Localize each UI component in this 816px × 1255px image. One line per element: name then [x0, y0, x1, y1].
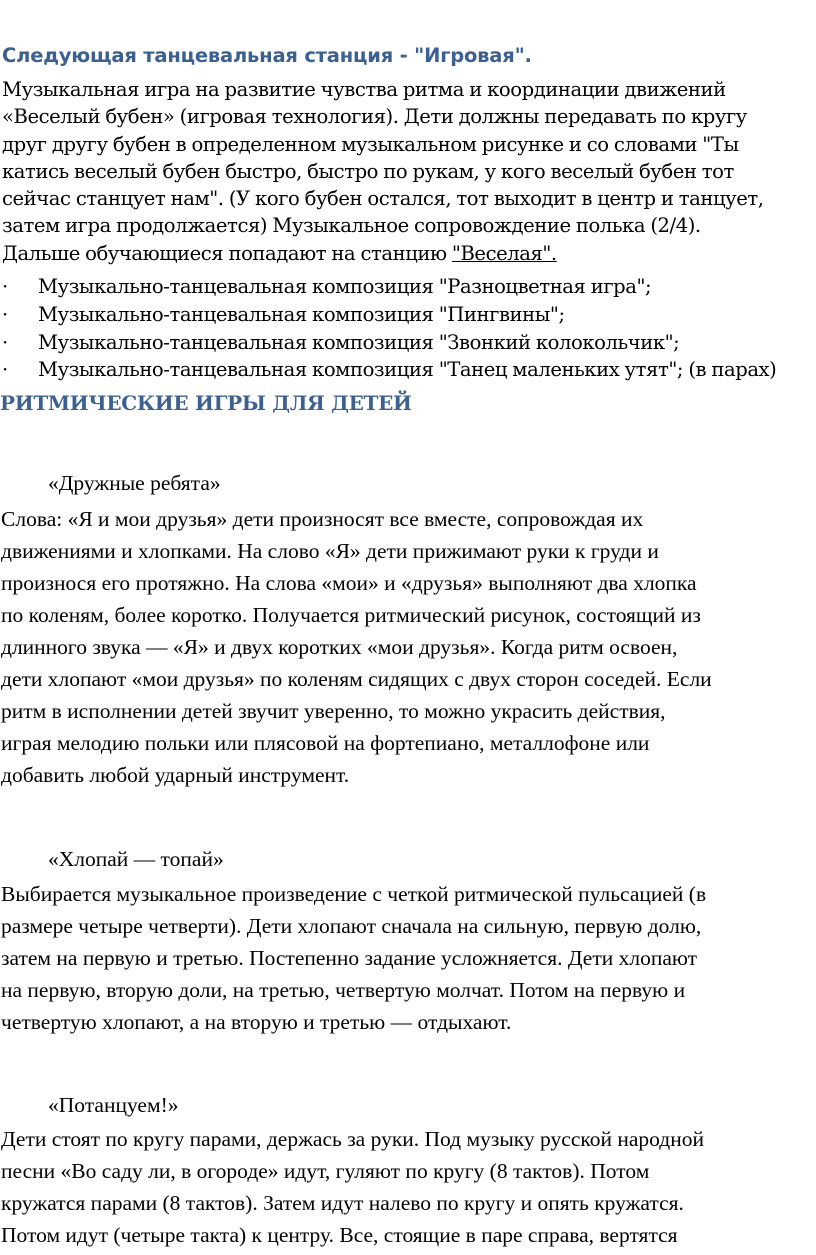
game-line: ритм в исполнении детей звучит уверенно, то можно украсить действия,	[1, 699, 666, 723]
next-station-prefix: Дальше обучающиеся попадают на станцию	[2, 241, 452, 265]
game-line: добавить любой ударный инструмент.	[1, 763, 350, 787]
next-station-name: "Веселая".	[451, 241, 557, 265]
game-line: затем на первую и третью. Постепенно задание усложняется. Дети хлопают	[1, 946, 698, 970]
game-line: размере четыре четверти). Дети хлопают сначала на сильную, первую долю,	[1, 914, 702, 938]
next-station-line	[2, 240, 816, 267]
game-line: длинного звука — «Я» и двух коротких «мои друзья». Когда ритм освоен,	[1, 635, 678, 659]
game-line: дети хлопают «мои друзья» по коленям сидящих с двух сторон соседей. Если	[1, 667, 712, 691]
list-item	[2, 301, 816, 329]
station-line: друг другу бубен в определенном музыкальном рисунке и со словами "Ты	[2, 132, 739, 156]
game-description	[1, 878, 816, 1038]
game-title: «Потанцуем!»	[48, 1093, 179, 1117]
list-item-text: Музыкально-танцевальная композиция "Звонкий колокольчик";	[38, 330, 680, 354]
game-title: «Дружные ребята»	[48, 471, 221, 495]
bullet-icon: ·	[2, 330, 8, 354]
game-title: «Хлопай — топай»	[48, 847, 224, 871]
game-line: Выбирается музыкальное произведение с четкой ритмической пульсацией (в	[1, 882, 707, 906]
station-line: сейчас станцует нам". (У кого бубен остался, тот выходит в центр и танцует,	[2, 187, 764, 211]
station-line: затем игра продолжается) Музыкальное сопровождение полька (2/4).	[2, 214, 701, 238]
station-line: Музыкальная игра на развитие чувства ритма и координации движений	[2, 78, 726, 101]
game-line: на первую, вторую доли, на третью, четвертую молчат. Потом на первую и	[1, 978, 686, 1002]
game-line: произнося его протяжно. На слова «мои» и «друзья» выполняют два хлопка	[1, 571, 697, 595]
list-item	[2, 329, 816, 357]
game-line: Слова: «Я и мои друзья» дети произносят все вместе, сопровождая их	[1, 507, 644, 531]
game-line: играя мелодию польки или плясовой на фортепиано, металлофоне или	[1, 731, 650, 755]
composition-list	[2, 273, 816, 384]
bullet-icon: ·	[2, 302, 8, 326]
game-line: Дети стоят по кругу парами, держась за руки. Под музыку русской народной	[1, 1127, 704, 1151]
list-item	[2, 356, 816, 384]
list-item	[2, 273, 816, 301]
station-line: «Веселый бубен» (игровая технология). Дети должны передавать по кругу	[2, 105, 747, 129]
game-line: по коленям, более коротко. Получается ритмический рисунок, состоящий из	[1, 603, 701, 627]
station-line: катись веселый бубен быстро, быстро по рукам, у кого веселый бубен тот	[2, 159, 734, 183]
game-description	[1, 503, 816, 791]
game-line: четвертую хлопают, а на вторую и третью — отдыхают.	[1, 1010, 512, 1034]
station-heading: Следующая танцевальная станция - "Игровая".	[2, 44, 532, 67]
list-item-text: Музыкально-танцевальная композиция "Танец маленьких утят"; (в парах)	[38, 358, 777, 382]
game-description	[1, 1123, 816, 1251]
rhythm-games-heading: РИТМИЧЕСКИЕ ИГРЫ ДЛЯ ДЕТЕЙ	[0, 391, 412, 415]
bullet-icon: ·	[2, 358, 8, 382]
game-line: движениями и хлопками. На слово «Я» дети прижимают руки к груди и	[1, 539, 659, 563]
game-line: Потом идут (четыре такта) к центру. Все, стоящие в паре справа, вертятся	[1, 1223, 678, 1247]
station-description	[2, 76, 816, 267]
list-item-text: Музыкально-танцевальная композиция "Пингвины";	[38, 302, 565, 326]
game-line: кружатся парами (8 тактов). Затем идут налево по кругу и опять кружатся.	[1, 1191, 684, 1215]
bullet-icon: ·	[2, 275, 8, 298]
game-line: песни «Во саду ли, в огороде» идут, гуляют по кругу (8 тактов). Потом	[1, 1159, 650, 1183]
list-item-text: Музыкально-танцевальная композиция "Разноцветная игра";	[38, 275, 652, 298]
